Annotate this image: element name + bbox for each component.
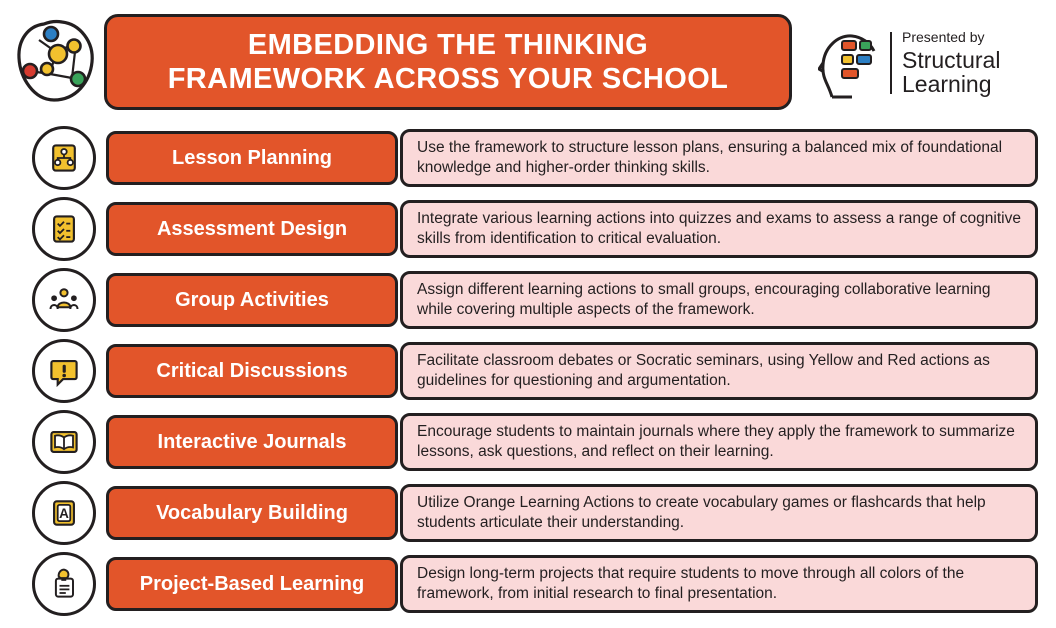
strategy-description — [400, 271, 1038, 329]
strategy-label-text: Group Activities — [175, 289, 329, 311]
header — [0, 0, 1056, 120]
strategy-row — [0, 481, 1056, 545]
presented-by-label: Presented by — [902, 28, 985, 45]
strategy-description — [400, 555, 1038, 613]
checklist-icon — [32, 197, 96, 261]
page-title-line1: EMBEDDING THE THINKING — [247, 28, 649, 61]
strategy-description — [400, 484, 1038, 542]
open-book-icon — [32, 410, 96, 474]
brand-divider — [890, 32, 892, 94]
brand-block — [818, 20, 1046, 106]
page-title-line2: FRAMEWORK ACROSS YOUR SCHOOL — [167, 63, 729, 95]
strategy-description-text: Use the framework to structure lesson plans, ensuring a balanced mix of foundational knowledge and higher-order thinking skills. — [417, 138, 1003, 176]
strategy-label-text: Critical Discussions — [156, 360, 348, 382]
group-people-icon — [32, 268, 96, 332]
lesson-planning-icon — [32, 126, 96, 190]
page-title-banner — [104, 14, 792, 110]
letter-a-card-icon — [32, 481, 96, 545]
brand-name-line2: Learning — [902, 70, 992, 97]
strategy-rows — [0, 126, 1056, 623]
lightbulb-document-icon — [32, 552, 96, 616]
strategy-row — [0, 268, 1056, 332]
strategy-row — [0, 552, 1056, 616]
strategy-label-text: Interactive Journals — [157, 431, 347, 453]
svg-text:A: A — [59, 505, 69, 521]
strategy-label — [106, 344, 398, 398]
strategy-label — [106, 131, 398, 185]
strategy-label — [106, 202, 398, 256]
strategy-label — [106, 273, 398, 327]
strategy-label — [106, 557, 398, 611]
strategy-description-text: Integrate various learning actions into quizzes and exams to assess a range of cognitive skills from identification to critical evaluation. — [417, 209, 1021, 247]
strategy-description-text: Design long-term projects that require students to move through all colors of the framework, from initial research to final presentation. — [417, 564, 965, 602]
strategy-label-text: Vocabulary Building — [156, 502, 348, 524]
strategy-description-text: Assign different learning actions to small groups, encouraging collaborative learning while covering multiple aspects of the framework. — [417, 280, 991, 318]
strategy-label-text: Project-Based Learning — [139, 573, 365, 595]
exclamation-speech-icon — [32, 339, 96, 403]
page-title — [154, 28, 743, 96]
strategy-row — [0, 410, 1056, 474]
strategy-label-text: Lesson Planning — [171, 147, 333, 169]
brand-name-line1: Structural — [902, 46, 1001, 73]
strategy-label-text: Assessment Design — [156, 218, 348, 240]
strategy-description-text: Facilitate classroom debates or Socratic seminars, using Yellow and Red actions as guidelines for questioning and argumentation. — [417, 351, 990, 389]
strategy-label — [106, 415, 398, 469]
strategy-description — [400, 200, 1038, 258]
strategy-description-text: Utilize Orange Learning Actions to create vocabulary games or flashcards that help students articulate their understanding. — [417, 493, 986, 531]
strategy-row — [0, 339, 1056, 403]
strategy-row — [0, 126, 1056, 190]
strategy-description — [400, 129, 1038, 187]
strategy-description — [400, 413, 1038, 471]
brand-text — [902, 30, 1000, 97]
strategy-label — [106, 486, 398, 540]
strategy-row — [0, 197, 1056, 261]
strategy-description — [400, 342, 1038, 400]
head-profile-blocks-icon — [818, 27, 880, 99]
strategy-description-text: Encourage students to maintain journals where they apply the framework to summarize lessons, ask questions, and reflect on their learning. — [417, 422, 1015, 460]
